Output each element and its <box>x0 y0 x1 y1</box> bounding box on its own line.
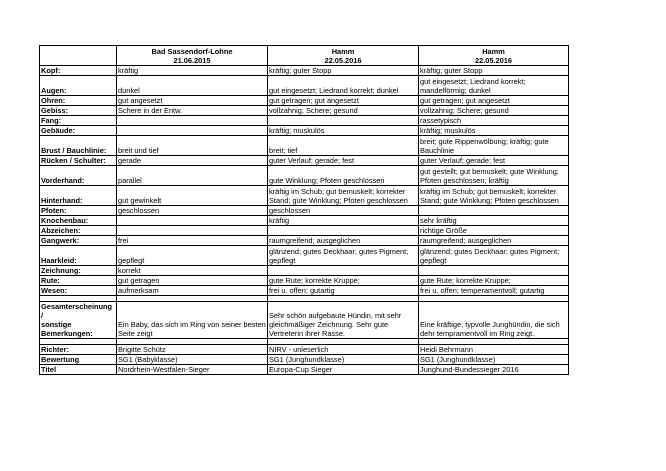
table-cell: gut getragen; gut angesetzt <box>419 96 569 106</box>
table-cell: gute Rute; korrekte Kruppe; <box>419 276 569 286</box>
evaluation-table <box>39 45 569 375</box>
table-row <box>40 365 569 375</box>
table-cell: Europa-Cup Sieger <box>268 365 419 375</box>
table-row <box>40 66 569 76</box>
row-label: Gangwerk: <box>40 236 117 246</box>
table-cell: gut getragen <box>117 276 268 286</box>
table-cell: gepflegt <box>117 246 268 266</box>
table-cell <box>419 206 569 216</box>
table-cell: gute Rute; korrekte Kruppe; <box>268 276 419 286</box>
table-cell: Brigitte Schütz <box>117 345 268 355</box>
header-cell-label <box>40 46 117 66</box>
row-label: Kopf: <box>40 66 117 76</box>
table-cell: Eine kräftige, typvolle Junghündin, die sich dehr tempramentvoll im Ring zeigt. <box>419 302 569 339</box>
table-cell: kräftig; guter Stopp <box>268 66 419 76</box>
table-cell: kräftig; muskulös <box>268 126 419 136</box>
table-cell: dunkel <box>117 76 268 96</box>
table-cell <box>268 266 419 276</box>
table-row <box>40 126 569 136</box>
table-cell: frei u. offen; gutartig <box>268 286 419 296</box>
row-label: Gebiss: <box>40 106 117 116</box>
table-cell: frei u. offen; temperamentvoll; gutartig <box>419 286 569 296</box>
table-cell: gut gewinkelt <box>117 186 268 206</box>
table-cell: kräftig; muskulös <box>419 126 569 136</box>
table-cell: guter Verlauf; gerade; fest <box>268 156 419 166</box>
table-cell: raumgreifend; ausgeglichen <box>419 236 569 246</box>
table-cell: frei <box>117 236 268 246</box>
row-label: Ohren: <box>40 96 117 106</box>
table-cell: glänzend; gutes Deckhaar; gutes Pigment; gepflegt <box>419 246 569 266</box>
table-cell: glänzend; gutes Deckhaar; gutes Pigment; gepflegt <box>268 246 419 266</box>
row-label: Rücken / Schulter: <box>40 156 117 166</box>
table-cell: SG1 (Junghundklasse) <box>268 355 419 365</box>
table-row <box>40 106 569 116</box>
table-cell: Sehr schön aufgebaute Hündin, mit sehr gleichmäßiger Zeichnung. Sehr gute Vertreterin ihrer Rasse. <box>268 302 419 339</box>
table-cell: SG1 (Babyklasse) <box>117 355 268 365</box>
table-cell: SG1 (Junghundklasse) <box>419 355 569 365</box>
row-label: Titel <box>40 365 117 375</box>
table-cell: parallel <box>117 166 268 186</box>
table-cell: breit und tief <box>117 136 268 156</box>
row-label: Zeichnung: <box>40 266 117 276</box>
table-cell: kräftig <box>268 216 419 226</box>
table-cell: breit; tief <box>268 136 419 156</box>
table-cell <box>419 266 569 276</box>
table-cell: kräftig; guter Stopp <box>419 66 569 76</box>
table-cell: raumgreifend; ausgeglichen <box>268 236 419 246</box>
table-cell: Junghund-Bundessieger 2016 <box>419 365 569 375</box>
table-cell <box>117 126 268 136</box>
table-row <box>40 355 569 365</box>
table-cell: gut eingesetzt; Liedrand korrekt; mandelförmig; dunkel <box>419 76 569 96</box>
table-row <box>40 186 569 206</box>
row-label: Hinterhand: <box>40 186 117 206</box>
table-cell: gute Winklung; Pfoten geschlossen <box>268 166 419 186</box>
table-cell: Nordrhein-Westfalen-Sieger <box>117 365 268 375</box>
table-cell: Schere in der Entw. <box>117 106 268 116</box>
table-row <box>40 116 569 126</box>
table-row <box>40 226 569 236</box>
table-cell: breit; gute Rippenwölbung; kräftig; gute Bauchlinie <box>419 136 569 156</box>
table-cell: kräftig im Schub; gut bemuskelt; korrekter Stand; gute Winklung; Pfoten geschlossen <box>268 186 419 206</box>
row-label: Haarkleid: <box>40 246 117 266</box>
row-label: Vorderhand: <box>40 166 117 186</box>
table-row <box>40 206 569 216</box>
table-cell: NIRV - unleserlich <box>268 345 419 355</box>
row-label: Fang: <box>40 116 117 126</box>
table-row <box>40 266 569 276</box>
table-row <box>40 166 569 186</box>
header-cell-show-1: Bad Sassendorf-Lohne 21.06.2015 <box>117 46 268 66</box>
table-cell: geschlossen <box>117 206 268 216</box>
table-cell: geschlossen <box>268 206 419 216</box>
table-cell: kräftig im Schub; gut bemuskelt; korrekter Stand; gute Winklung; Pfoten geschlossen <box>419 186 569 206</box>
table-cell: gerade <box>117 156 268 166</box>
header-cell-show-2: Hamm 22.05.2016 <box>268 46 419 66</box>
row-label: Wesen: <box>40 286 117 296</box>
table-row <box>40 236 569 246</box>
row-label: Brust / Bauchlinie: <box>40 136 117 156</box>
table-cell <box>117 116 268 126</box>
row-label: Richter: <box>40 345 117 355</box>
table-cell: sehr kräftig <box>419 216 569 226</box>
row-label: Gebäude: <box>40 126 117 136</box>
table-cell <box>117 226 268 236</box>
table-cell: gut eingesetzt; Liedrand korrekt; dunkel <box>268 76 419 96</box>
table-row <box>40 76 569 96</box>
table-cell: gut getragen; gut angesetzt <box>268 96 419 106</box>
header-row <box>40 46 569 66</box>
table-cell: Heidi Behrmann <box>419 345 569 355</box>
table-cell: korrekt <box>117 266 268 276</box>
table-row <box>40 286 569 296</box>
table-cell: vollzahnig; Schere; gesund <box>419 106 569 116</box>
table-cell: rassetypisch <box>419 116 569 126</box>
row-label: Knochenbau: <box>40 216 117 226</box>
table-row <box>40 302 569 339</box>
table-cell: guter Verlauf; gerade; fest <box>419 156 569 166</box>
table-cell <box>268 116 419 126</box>
row-label: Augen: <box>40 76 117 96</box>
table-row <box>40 345 569 355</box>
row-label: Rute: <box>40 276 117 286</box>
table-cell: kräftig <box>117 66 268 76</box>
header-cell-show-3: Hamm 22.05.2016 <box>419 46 569 66</box>
table-row <box>40 156 569 166</box>
table-row <box>40 96 569 106</box>
table-row <box>40 136 569 156</box>
table-cell <box>117 216 268 226</box>
table-row <box>40 276 569 286</box>
row-label: Pfoten: <box>40 206 117 216</box>
table-cell: aufmerksam <box>117 286 268 296</box>
table-cell: gut angesetzt <box>117 96 268 106</box>
table-cell: Ein Baby, das sich im Ring von seiner besten Seite zeigt <box>117 302 268 339</box>
table-row <box>40 216 569 226</box>
row-label: Gesamterscheinung / sonstige Bemerkungen: <box>40 302 117 339</box>
row-label: Abzeichen: <box>40 226 117 236</box>
row-label: Bewertung <box>40 355 117 365</box>
table-cell <box>268 226 419 236</box>
table-cell: richtige Größe <box>419 226 569 236</box>
table-cell: vollzahnig; Schere; gesund <box>268 106 419 116</box>
table-row <box>40 246 569 266</box>
table-cell: gut gestellt; gut bemuskelt; gute Winklung; Pfoten geschlossen; kräftig <box>419 166 569 186</box>
